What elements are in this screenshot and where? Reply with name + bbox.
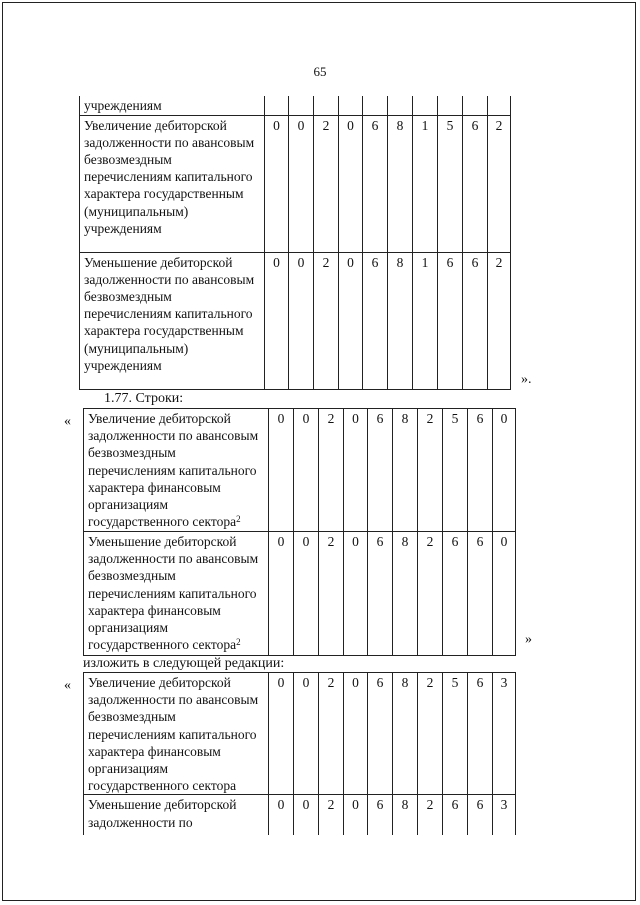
- digit-cell: 6: [463, 115, 488, 252]
- digit-cell: 2: [488, 252, 511, 389]
- digit-cell: 8: [393, 673, 418, 795]
- digit-cell: 1: [413, 252, 438, 389]
- table-row: [84, 532, 516, 656]
- digit-cell: 6: [363, 252, 388, 389]
- row-label: Уменьшение дебиторской задолженности по авансовым безвозмездным перечислениям капитального характера государственным (муниципальным) учреждениям: [80, 252, 265, 389]
- digit-cell: [363, 96, 388, 115]
- digit-cell: 8: [393, 409, 418, 532]
- digit-cell: 2: [319, 532, 344, 656]
- closing-quote: »: [525, 632, 532, 647]
- digit-cell: 0: [344, 673, 368, 795]
- digit-cell: 6: [363, 115, 388, 252]
- digit-cell: [339, 96, 363, 115]
- digit-cell: 0: [289, 252, 314, 389]
- table-row: [80, 115, 511, 252]
- footnote-marker: 2: [236, 637, 241, 648]
- digit-cell: 0: [294, 532, 319, 656]
- digit-cell: 2: [418, 409, 443, 532]
- digit-cell: 0: [265, 252, 289, 389]
- digit-cell: 1: [413, 115, 438, 252]
- digit-cell: [413, 96, 438, 115]
- digit-cell: 8: [388, 252, 413, 389]
- table-new-rows: [83, 672, 516, 835]
- digit-cell: 8: [388, 115, 413, 252]
- digit-cell: [265, 96, 289, 115]
- digit-cell: 6: [368, 409, 393, 532]
- digit-cell: 0: [269, 795, 294, 835]
- instruction-text: изложить в следующей редакции:: [83, 656, 285, 671]
- digit-cell: 0: [269, 532, 294, 656]
- row-label: Увеличение дебиторской задолженности по авансовым безвозмездным перечислениям капитального характера финансовым организациям государственного сектора: [84, 673, 269, 795]
- closing-quote: ».: [521, 372, 532, 387]
- digit-cell: 6: [438, 252, 463, 389]
- opening-quote: «: [64, 414, 71, 429]
- digit-cell: 2: [319, 673, 344, 795]
- digit-cell: 3: [493, 795, 516, 835]
- row-label: Увеличение дебиторской задолженности по авансовым безвозмездным перечислениям капитального характера государственным (муниципальным) учреждениям: [80, 115, 265, 252]
- digit-cell: 0: [294, 673, 319, 795]
- digit-cell: 6: [443, 532, 468, 656]
- digit-cell: 0: [294, 409, 319, 532]
- digit-cell: 0: [289, 115, 314, 252]
- digit-cell: 2: [314, 115, 339, 252]
- digit-cell: 3: [493, 673, 516, 795]
- row-label: Уменьшение дебиторской задолженности по: [84, 795, 269, 835]
- digit-cell: 6: [468, 673, 493, 795]
- digit-cell: [488, 96, 511, 115]
- digit-cell: 2: [418, 532, 443, 656]
- table-row: [84, 409, 516, 532]
- table-row: [84, 673, 516, 795]
- digit-cell: 0: [493, 532, 516, 656]
- digit-cell: 2: [314, 252, 339, 389]
- digit-cell: 5: [443, 409, 468, 532]
- digit-cell: 0: [339, 115, 363, 252]
- digit-cell: 2: [418, 795, 443, 835]
- digit-cell: 2: [418, 673, 443, 795]
- table-old-rows: [83, 408, 516, 656]
- digit-cell: 0: [339, 252, 363, 389]
- digit-cell: [289, 96, 314, 115]
- opening-quote: «: [64, 678, 71, 693]
- digit-cell: 0: [344, 532, 368, 656]
- digit-cell: 6: [368, 673, 393, 795]
- digit-cell: 0: [344, 795, 368, 835]
- digit-cell: 8: [393, 532, 418, 656]
- row-label: Уменьшение дебиторской задолженности по авансовым безвозмездным перечислениям капитального характера финансовым организациям государственного сектора$^2$: [84, 532, 269, 656]
- digit-cell: [438, 96, 463, 115]
- digit-cell: 0: [269, 409, 294, 532]
- digit-cell: 6: [468, 409, 493, 532]
- digit-cell: 0: [265, 115, 289, 252]
- digit-cell: 2: [488, 115, 511, 252]
- digit-cell: 0: [344, 409, 368, 532]
- digit-cell: 6: [443, 795, 468, 835]
- digit-cell: 6: [368, 532, 393, 656]
- digit-cell: 5: [438, 115, 463, 252]
- digit-cell: [388, 96, 413, 115]
- row-label: учреждениям: [80, 96, 265, 115]
- digit-cell: 6: [463, 252, 488, 389]
- digit-cell: 0: [294, 795, 319, 835]
- digit-cell: [463, 96, 488, 115]
- digit-cell: 8: [393, 795, 418, 835]
- table-row: [80, 96, 511, 115]
- digit-cell: 6: [468, 532, 493, 656]
- digit-cell: 5: [443, 673, 468, 795]
- section-heading: 1.77. Строки:: [104, 391, 184, 406]
- digit-cell: 2: [319, 795, 344, 835]
- page-number: 65: [313, 64, 327, 79]
- digit-cell: 0: [269, 673, 294, 795]
- table-continued: [79, 96, 511, 390]
- row-label: Увеличение дебиторской задолженности по авансовым безвозмездным перечислениям капитального характера финансовым организациям государственного сектора$^2$: [84, 409, 269, 532]
- digit-cell: 0: [493, 409, 516, 532]
- digit-cell: 6: [468, 795, 493, 835]
- footnote-marker: 2: [236, 514, 241, 525]
- digit-cell: [314, 96, 339, 115]
- digit-cell: 2: [319, 409, 344, 532]
- digit-cell: 6: [368, 795, 393, 835]
- table-row: [84, 795, 516, 835]
- table-row: [80, 252, 511, 389]
